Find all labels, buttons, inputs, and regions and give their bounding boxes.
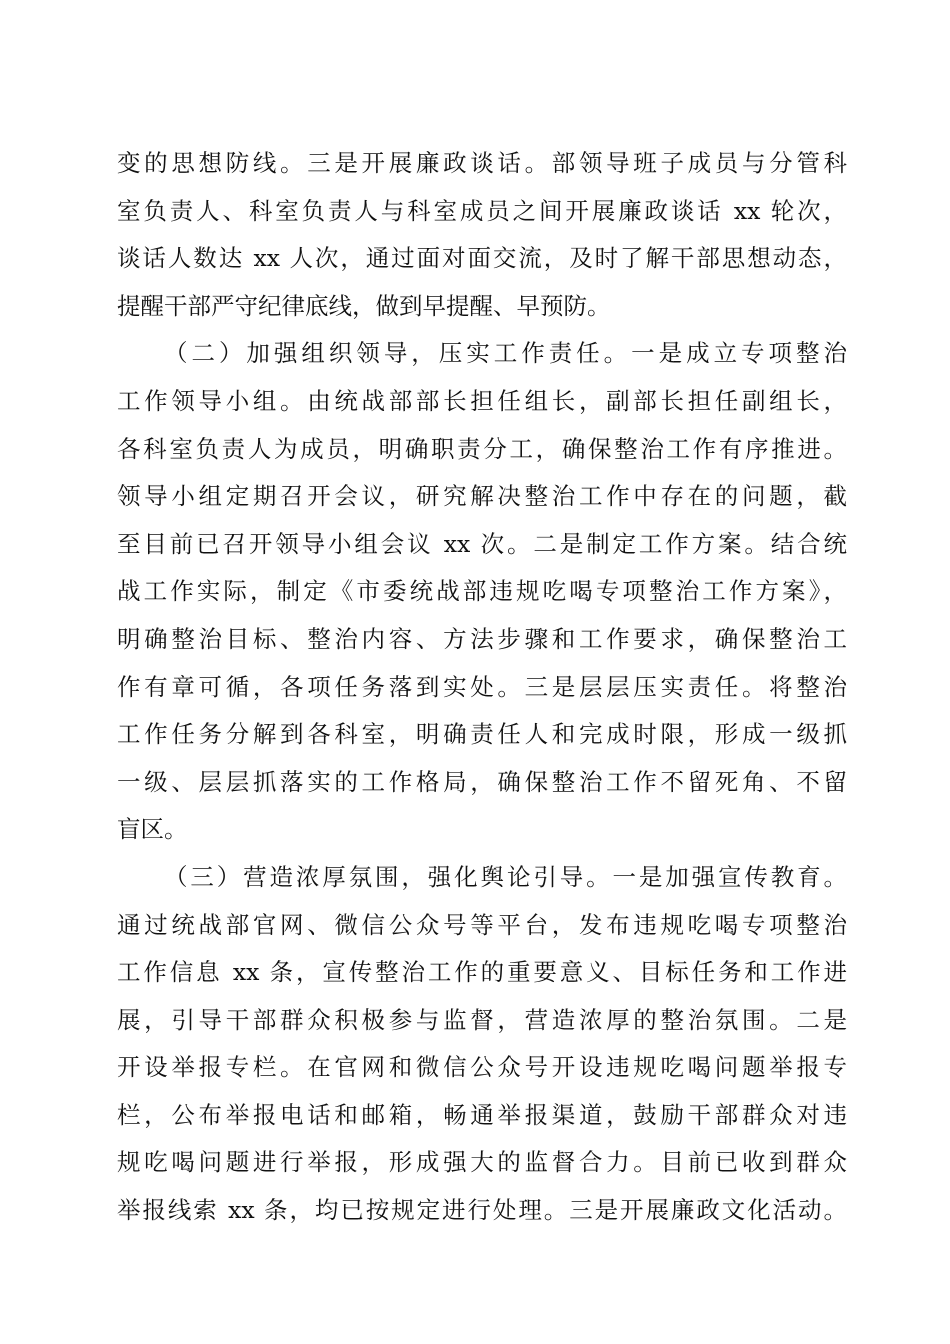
p2-line-9: 工作任务分解到各科室，明确责任人和完成时限，形成一级抓: [117, 720, 847, 749]
p3-line-3: 工作信息 xx 条，宣传整治工作的重要意义、目标任务和工作进: [117, 958, 847, 987]
p2-line-10: 一级、层层抓落实的工作格局，确保整治工作不留死角、不留: [117, 767, 847, 796]
p3-line-5: 开设举报专栏。在官网和微信公众号开设违规吃喝问题举报专: [117, 1053, 847, 1082]
p2-line-3: 各科室负责人为成员，明确职责分工，确保整治工作有序推进。: [117, 434, 847, 463]
p2-heading-line: （二）加强组织领导，压实工作责任。一是成立专项整治: [164, 339, 847, 368]
p3-line-8: 举报线索 xx 条，均已按规定进行处理。三是开展廉政文化活动。: [117, 1196, 847, 1225]
p2-line-11: 盲区。: [117, 815, 188, 844]
p2-line-2: 工作领导小组。由统战部部长担任组长，副部长担任副组长，: [117, 386, 847, 415]
p3-heading-line: （三）营造浓厚氛围，强化舆论引导。一是加强宣传教育。: [164, 862, 847, 891]
p3-line-7: 规吃喝问题进行举报，形成强大的监督合力。目前已收到群众: [117, 1148, 847, 1177]
p1-line-1: 变的思想防线。三是开展廉政谈话。部领导班子成员与分管科: [117, 149, 847, 177]
p1-line-4: 提醒干部严守纪律底线，做到早提醒、早预防。: [117, 291, 611, 320]
p2-line-7: 明确整治目标、整治内容、方法步骤和工作要求，确保整治工: [117, 624, 847, 653]
p1-line-3: 谈话人数达 xx 人次，通过面对面交流，及时了解干部思想动态，: [117, 244, 847, 273]
p3-line-6: 栏，公布举报电话和邮箱，畅通举报渠道，鼓励干部群众对违: [117, 1100, 847, 1129]
p2-line-4: 领导小组定期召开会议，研究解决整治工作中存在的问题，截: [117, 482, 847, 511]
p2-line-8: 作有章可循，各项任务落到实处。三是层层压实责任。将整治: [117, 672, 847, 701]
p3-line-2: 通过统战部官网、微信公众号等平台，发布违规吃喝专项整治: [117, 910, 847, 939]
p3-line-4: 展，引导干部群众积极参与监督，营造浓厚的整治氛围。二是: [117, 1005, 847, 1034]
p2-line-6: 战工作实际，制定《市委统战部违规吃喝专项整治工作方案》，: [117, 577, 847, 606]
p2-line-5: 至目前已召开领导小组会议 xx 次。二是制定工作方案。结合统: [117, 529, 847, 558]
document-body: [117, 140, 847, 1235]
p1-line-2: 室负责人、科室负责人与科室成员之间开展廉政谈话 xx 轮次，: [117, 196, 847, 225]
